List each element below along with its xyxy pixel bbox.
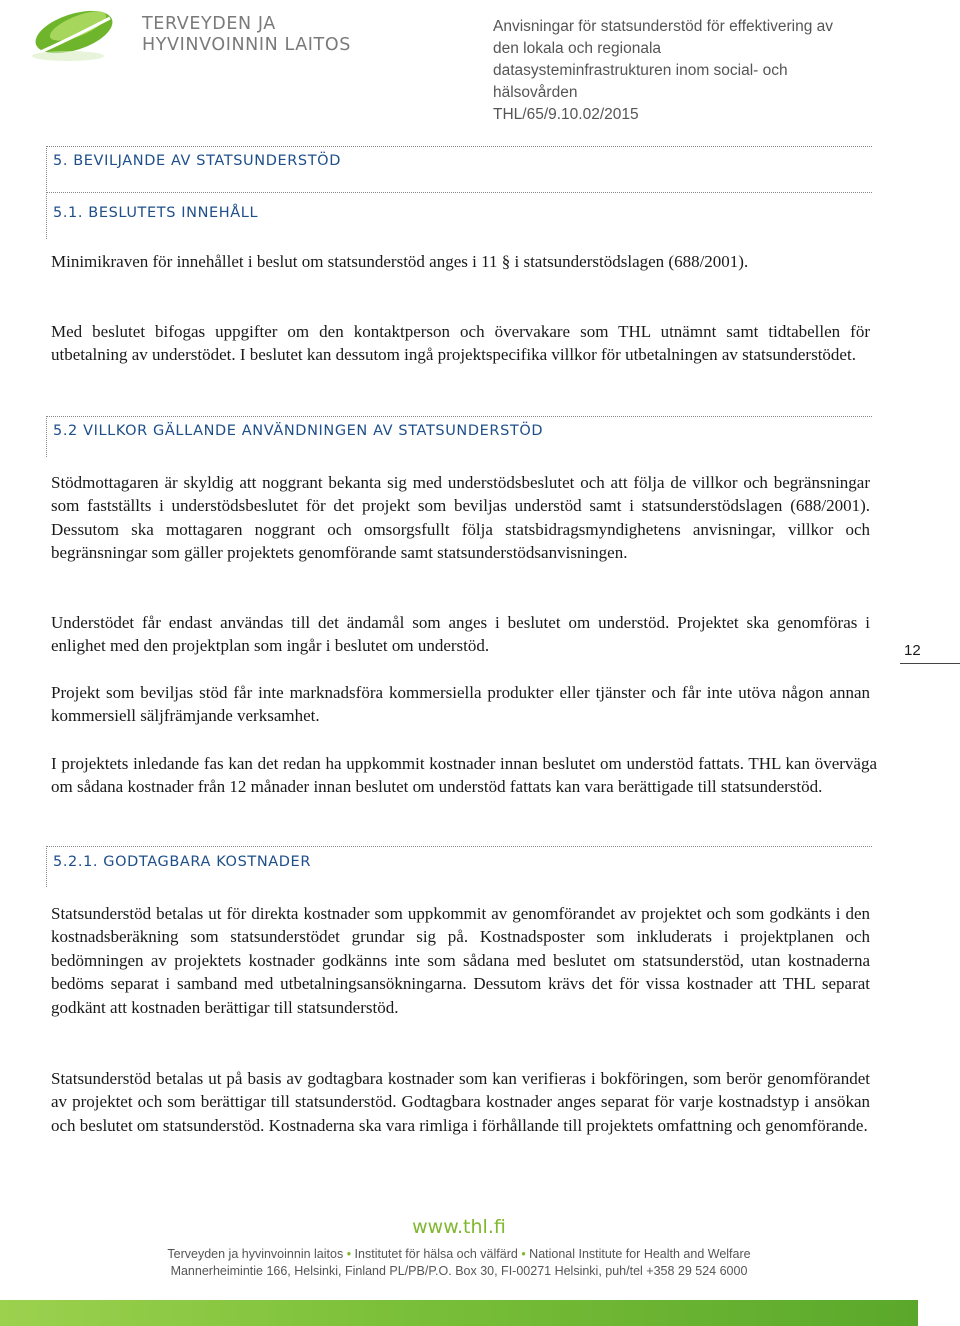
- page-number: 12: [900, 642, 960, 664]
- heading-text: 5.2 VILLKOR GÄLLANDE ANVÄNDNINGEN AV STATSUNDERSTÖD: [53, 423, 544, 439]
- org-name: [142, 14, 351, 56]
- paragraph: I projektets inledande fas kan det redan ha uppkommit kostnader innan beslutet om understöd fattats. THL kan överväga om sådana kostnader från 12 månader innan beslutet om understöd fattats kan vara berättigade till statsunderstöd.: [51, 754, 877, 797]
- paragraph: Med beslutet bifogas uppgifter om den kontaktperson och övervakare som THL utnämnt samt tidtabellen för utbetalning av understödet. I beslutet kan dessutom ingå projektspecifika villkor för utbetalningen av statsunderstödet.: [51, 322, 870, 365]
- section-5-1-heading: [46, 192, 872, 239]
- section-5-2-heading: [46, 416, 872, 457]
- footer-green-bar: [0, 1300, 918, 1326]
- doc-title-line: datasysteminfrastrukturen inom social- och: [493, 62, 788, 79]
- paragraph: Understödet får endast användas till det ändamål som anges i beslutet om understöd. Projektet ska genomföras i enlighet med den projektplan som ingår i beslutet om understöd.: [51, 613, 870, 656]
- institute-name-en: National Institute for Health and Welfare: [529, 1247, 751, 1261]
- heading-text: 5. BEVILJANDE AV STATSUNDERSTÖD: [53, 153, 341, 169]
- org-name-line2: HYVINVOINNIN LAITOS: [142, 35, 351, 55]
- section-5-heading: [46, 146, 872, 193]
- doc-reference: THL/65/9.10.02/2015: [493, 106, 639, 123]
- doc-title-line: den lokala och regionala: [493, 40, 662, 57]
- org-name-line1: TERVEYDEN JA: [142, 14, 276, 34]
- separator-dot-icon: •: [346, 1247, 355, 1261]
- document-header: [493, 16, 893, 126]
- paragraph: Projekt som beviljas stöd får inte marknadsföra kommersiella produkter eller tjänster och får inte utöva någon annan kommersiell säljfrämjande verksamhet.: [51, 683, 870, 726]
- separator-dot-icon: •: [521, 1247, 530, 1261]
- footer-address: Mannerheimintie 166, Helsinki, Finland PL/PB/P.O. Box 30, FI-00271 Helsinki, puh/tel +358 29 524 6000: [170, 1264, 748, 1278]
- doc-title-line: hälsovården: [493, 84, 578, 101]
- thl-logo: [28, 4, 368, 66]
- paragraph: Statsunderstöd betalas ut på basis av godtagbara kostnader som kan verifieras i bokföringen, som berör genomförandet av projektet och som berättigar till statsunderstöd. Godtagbara kostnader anges separat för varje kostnadstyp i ansökan och beslutet om statsunderstöd. Kostnaderna ska vara rimliga i förhållande till projektets omfattning och genomförande.: [51, 1069, 870, 1135]
- institute-name-sv: Institutet för hälsa och välfärd: [354, 1247, 518, 1261]
- paragraph: Stödmottagaren är skyldig att noggrant bekanta sig med understödsbeslutet och att följa de villkor och begränsningar som fastställts i understödsbeslutet för det projekt som beviljas understöd samt i statsunderstödslagen (688/2001). Dessutom ska mottagaren noggrant och omsorgsfullt följa statsbidragsmyndighetens anvisningar, villkor och begränsningar som gäller projektets genomförande samt statsunderstödsanvisningen.: [51, 473, 870, 563]
- section-5-2-1-heading: [46, 846, 872, 887]
- footer-website-link[interactable]: www.thl.fi: [412, 1216, 506, 1238]
- heading-text: 5.1. BESLUTETS INNEHÅLL: [53, 205, 259, 221]
- paragraph: Statsunderstöd betalas ut för direkta kostnader som uppkommit av genomförandet av projektet och som godkänts i den kostnadsberäkning som statsunderstödet grundar sig på. Kostnadsposter som inkluderats i projektplanen och bedömningen av projektets kostnader godkänns inte som sådana med beslutet om statsunderstöd, utan kostnaderna bedöms separat i samband med utbetalningsansökningarna. Dessutom krävs det för vissa kostnader att THL separat godkänt att kostnaden berättigar till statsunderstöd.: [51, 904, 870, 1017]
- institute-name-fi: Terveyden ja hyvinvoinnin laitos: [167, 1247, 344, 1261]
- footer-institute-names: [0, 1247, 918, 1261]
- paragraph: Minimikraven för innehållet i beslut om statsunderstöd anges i 11 § i statsunderstödslagen (688/2001).: [51, 252, 749, 271]
- heading-text: 5.2.1. GODTAGBARA KOSTNADER: [53, 854, 311, 870]
- leaf-logo-icon: [28, 4, 118, 66]
- doc-title-line: Anvisningar för statsunderstöd för effektivering av: [493, 18, 834, 35]
